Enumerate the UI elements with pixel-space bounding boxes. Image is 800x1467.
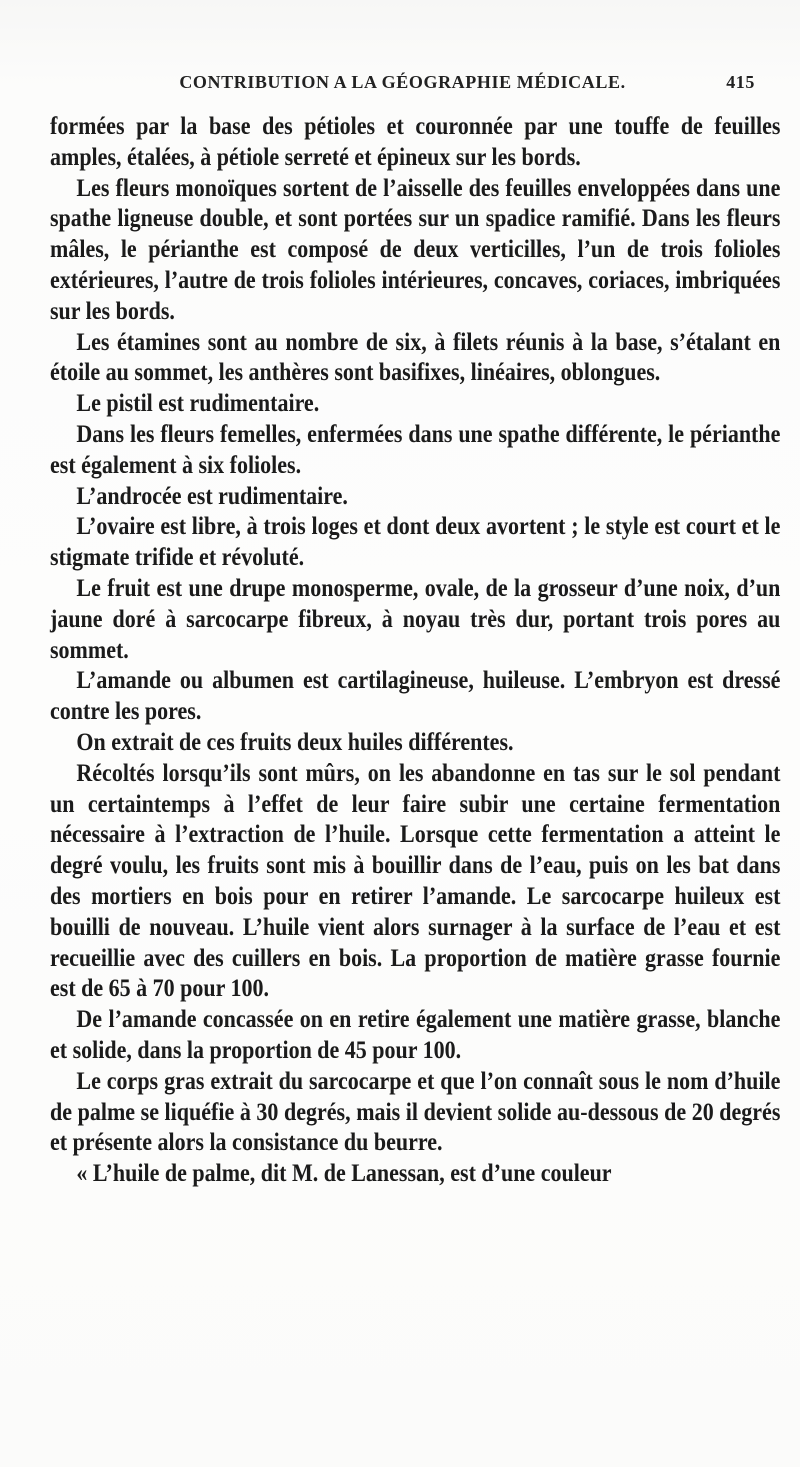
paragraph: L’amande ou albumen est cartilagineuse, huileuse. L’embryon est dressé contre les pores. <box>50 667 781 726</box>
running-title: CONTRIBUTION A LA GÉOGRAPHIE MÉDICALE. <box>179 72 626 92</box>
page-number: 415 <box>726 72 755 92</box>
paragraph: Récoltés lorsqu’ils sont mûrs, on les abandonne en tas sur le sol pendant un certaintemps à l’effet de leur faire subir une certaine fermentation nécessaire à l’extraction de l’huile. Lorsque cette fermentation a atteint le degré voulu, les fruits sont mis à bouillir dans de l’eau, puis on les bat dans des mortiers en bois pour en retirer l’amande. Le sarcocarpe huileux est bouilli de nouveau. L’huile vient alors surnager à la surface de l’eau et est recueillie avec des cuillers en bois. La proportion de matière grasse fournie est de 65 à 70 pour 100. <box>50 759 781 1003</box>
paragraph: Le corps gras extrait du sarcocarpe et que l’on connaît sous le nom d’huile de palme se liquéfie à 30 degrés, mais il devient solide au-dessous de 20 degrés et présente alors la consistance du beurre. <box>50 1067 781 1157</box>
paragraph: Dans les fleurs femelles, enfermées dans une spathe différente, le périanthe est également à six folioles. <box>50 420 781 479</box>
paragraph: formées par la base des pétioles et couronnée par une touffe de feuilles amples, étalées, à pétiole serreté et épineux sur les bords. <box>50 113 781 171</box>
paragraph: De l’amande concassée on en retire également une matière grasse, blanche et solide, dans la proportion de 45 pour 100. <box>50 1006 781 1064</box>
running-head <box>50 72 755 102</box>
paragraph: On extrait de ces fruits deux huiles différentes. <box>76 728 514 756</box>
paragraph: Le fruit est une drupe monosperme, ovale, de la grosseur d’une noix, d’un jaune doré à sarcocarpe fibreux, à noyau très dur, portant trois pores au sommet. <box>50 574 781 664</box>
paragraph: Les fleurs monoïques sortent de l’aisselle des feuilles enveloppées dans une spathe ligneuse double, et sont portées sur un spadice ramifié. Dans les fleurs mâles, le périanthe est composé de deux verticilles, l’un de trois folioles extérieures, l’autre de trois folioles intérieures, concaves, coriaces, imbriquées sur les bords. <box>50 174 781 325</box>
paragraph: « L’huile de palme, dit M. de Lanessan, est d’une couleur <box>76 1160 612 1188</box>
paragraph: L’ovaire est libre, à trois loges et dont deux avortent ; le style est court et le stigmate trifide et révoluté. <box>50 513 781 572</box>
body-text <box>50 112 780 1190</box>
paragraph: Le pistil est rudimentaire. <box>76 390 320 418</box>
paragraph: L’androcée est rudimentaire. <box>76 482 348 510</box>
paragraph: Les étamines sont au nombre de six, à filets réunis à la base, s’étalant en étoile au sommet, les anthères sont basifixes, linéaires, oblongues. <box>50 328 781 387</box>
